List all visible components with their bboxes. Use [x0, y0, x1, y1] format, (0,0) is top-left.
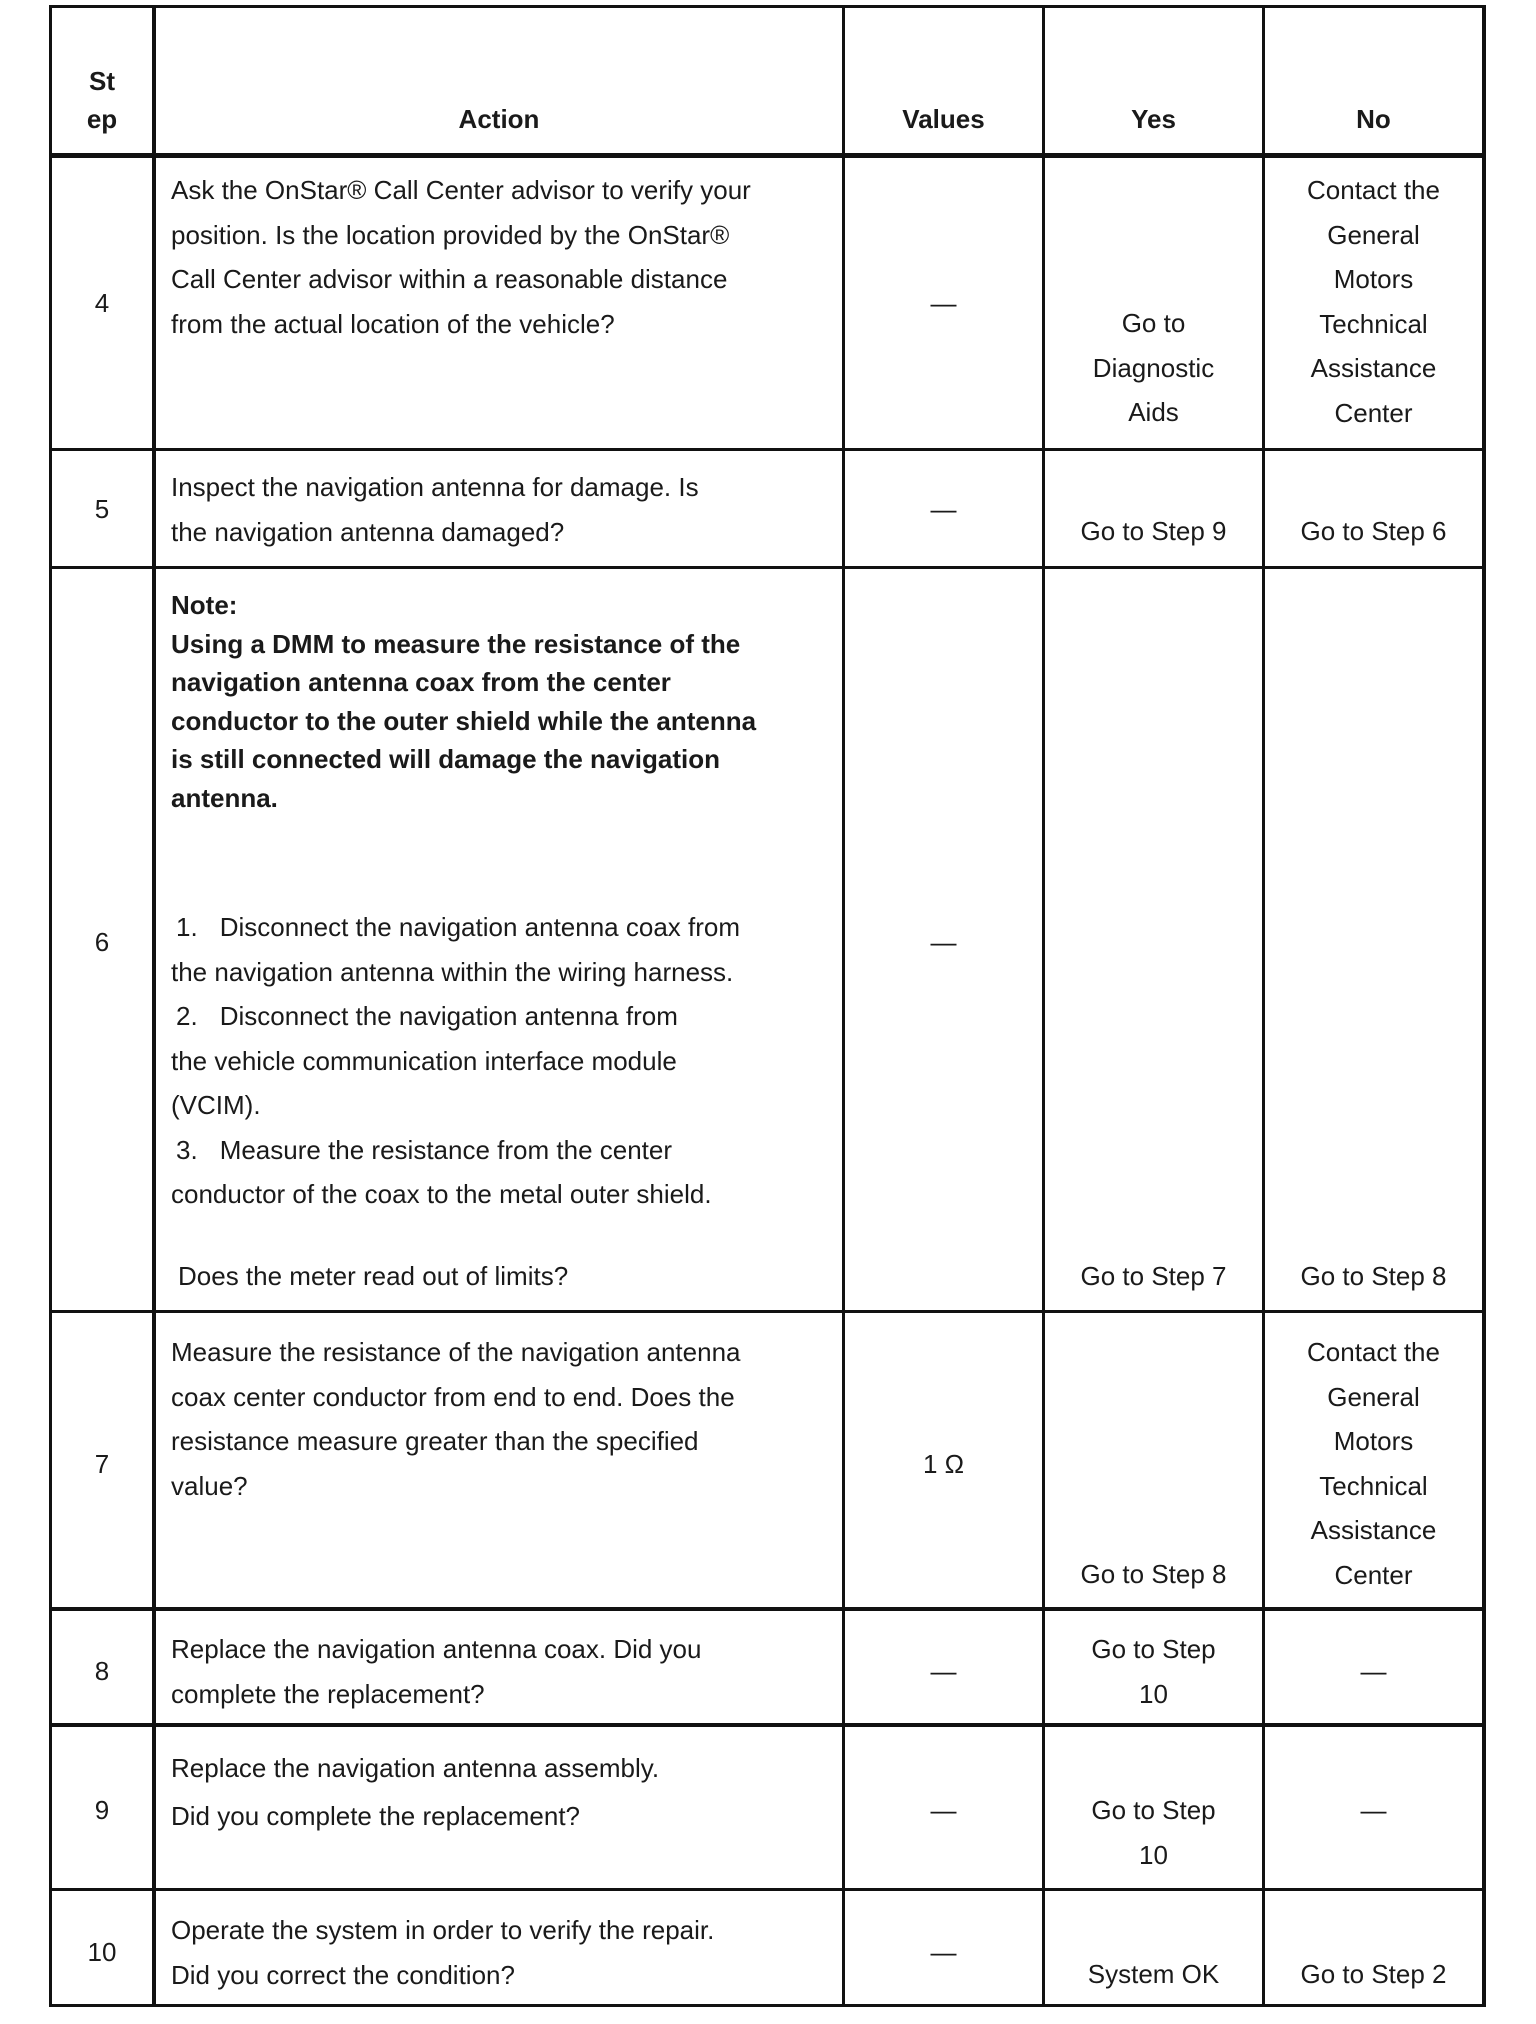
row-divider: [50, 1310, 1486, 1313]
no-cell: Go to Step 8: [1300, 1261, 1447, 1291]
procedure-steps: 1. Disconnect the navigation antenna coax from the navigation antenna within the wiring harness. 2. Disconnect the navigation antenna from the vehicle communication interface module (VCIM). 3. Measure the resistance from the center conductor of the coax to the metal outer shield.: [171, 912, 741, 1209]
yes-cell: Go to Step 7: [1080, 1261, 1227, 1291]
value-cell: —: [930, 494, 957, 524]
step-number: 10: [87, 1937, 117, 1967]
yes-cell: System OK: [1087, 1959, 1220, 1989]
row-divider: [50, 448, 1486, 451]
no-cell: Go to Step 2: [1300, 1959, 1447, 1989]
table-border-top: [50, 5, 1486, 8]
action-text: Replace the navigation antenna coax. Did you complete the replacement?: [171, 1634, 702, 1709]
step-number: 5: [94, 494, 110, 524]
header-step: [52, 62, 152, 138]
table-border-bottom: [50, 2004, 1486, 2007]
header-divider: [50, 153, 1486, 158]
value-cell: —: [930, 288, 957, 318]
yes-cell: Go to Step 10: [1091, 1795, 1216, 1870]
value-cell: —: [930, 1795, 957, 1825]
header-yes: Yes: [1131, 104, 1176, 134]
no-cell: Contact the General Motors Technical Assistance Center: [1307, 1337, 1440, 1590]
yes-cell: Go to Step 10: [1091, 1634, 1216, 1709]
row-divider: [50, 1723, 1486, 1727]
no-cell: Contact the General Motors Technical Assistance Center: [1307, 175, 1440, 428]
yes-cell: Go to Step 9: [1080, 516, 1227, 546]
value-cell: 1 Ω: [922, 1449, 965, 1479]
step-number: 4: [94, 288, 110, 318]
value-cell: —: [930, 1937, 957, 1967]
question-text: Does the meter read out of limits?: [178, 1261, 569, 1291]
no-cell: Go to Step 6: [1300, 516, 1447, 546]
header-no: No: [1356, 104, 1391, 134]
step-number: 9: [94, 1795, 110, 1825]
step-number: 7: [94, 1449, 110, 1479]
action-text: Operate the system in order to verify the repair. Did you correct the condition?: [171, 1915, 715, 1990]
note-block: Note: Using a DMM to measure the resistance of the navigation antenna coax from the center conductor to the outer shield while the antenna is still connected will damage the navigation antenna.: [171, 586, 839, 817]
column-divider: [152, 5, 156, 2007]
action-text: Inspect the navigation antenna for damage. Is the navigation antenna damaged?: [171, 472, 699, 547]
action-text: Replace the navigation antenna assembly. Did you complete the replacement?: [171, 1753, 660, 1831]
yes-cell: Go to Diagnostic Aids: [1092, 308, 1215, 427]
no-cell: —: [1360, 1795, 1387, 1825]
step-number: 8: [94, 1656, 110, 1686]
row-divider: [50, 1607, 1486, 1611]
action-text: Ask the OnStar® Call Center advisor to verify your position. Is the location provided by the OnStar® Call Center advisor within a reasonable distance from the actual location of the vehicle?: [171, 175, 751, 339]
header-step-line2: ep: [86, 104, 118, 134]
header-values: Values: [902, 104, 985, 134]
action-text: Measure the resistance of the navigation antenna coax center conductor from end to end. Does the resistance measure greater than the specified value?: [171, 1337, 741, 1501]
note-label: Note:: [171, 590, 238, 620]
row-divider: [50, 566, 1486, 569]
row-divider: [50, 1888, 1486, 1891]
value-cell: —: [930, 1656, 957, 1686]
value-cell: —: [930, 927, 957, 957]
yes-cell: Go to Step 8: [1080, 1559, 1227, 1589]
step-number: 6: [94, 927, 110, 957]
table-border-right: [1482, 5, 1486, 2007]
no-cell: —: [1360, 1656, 1387, 1686]
header-action: Action: [458, 104, 540, 134]
header-step-line1: St: [89, 66, 115, 96]
